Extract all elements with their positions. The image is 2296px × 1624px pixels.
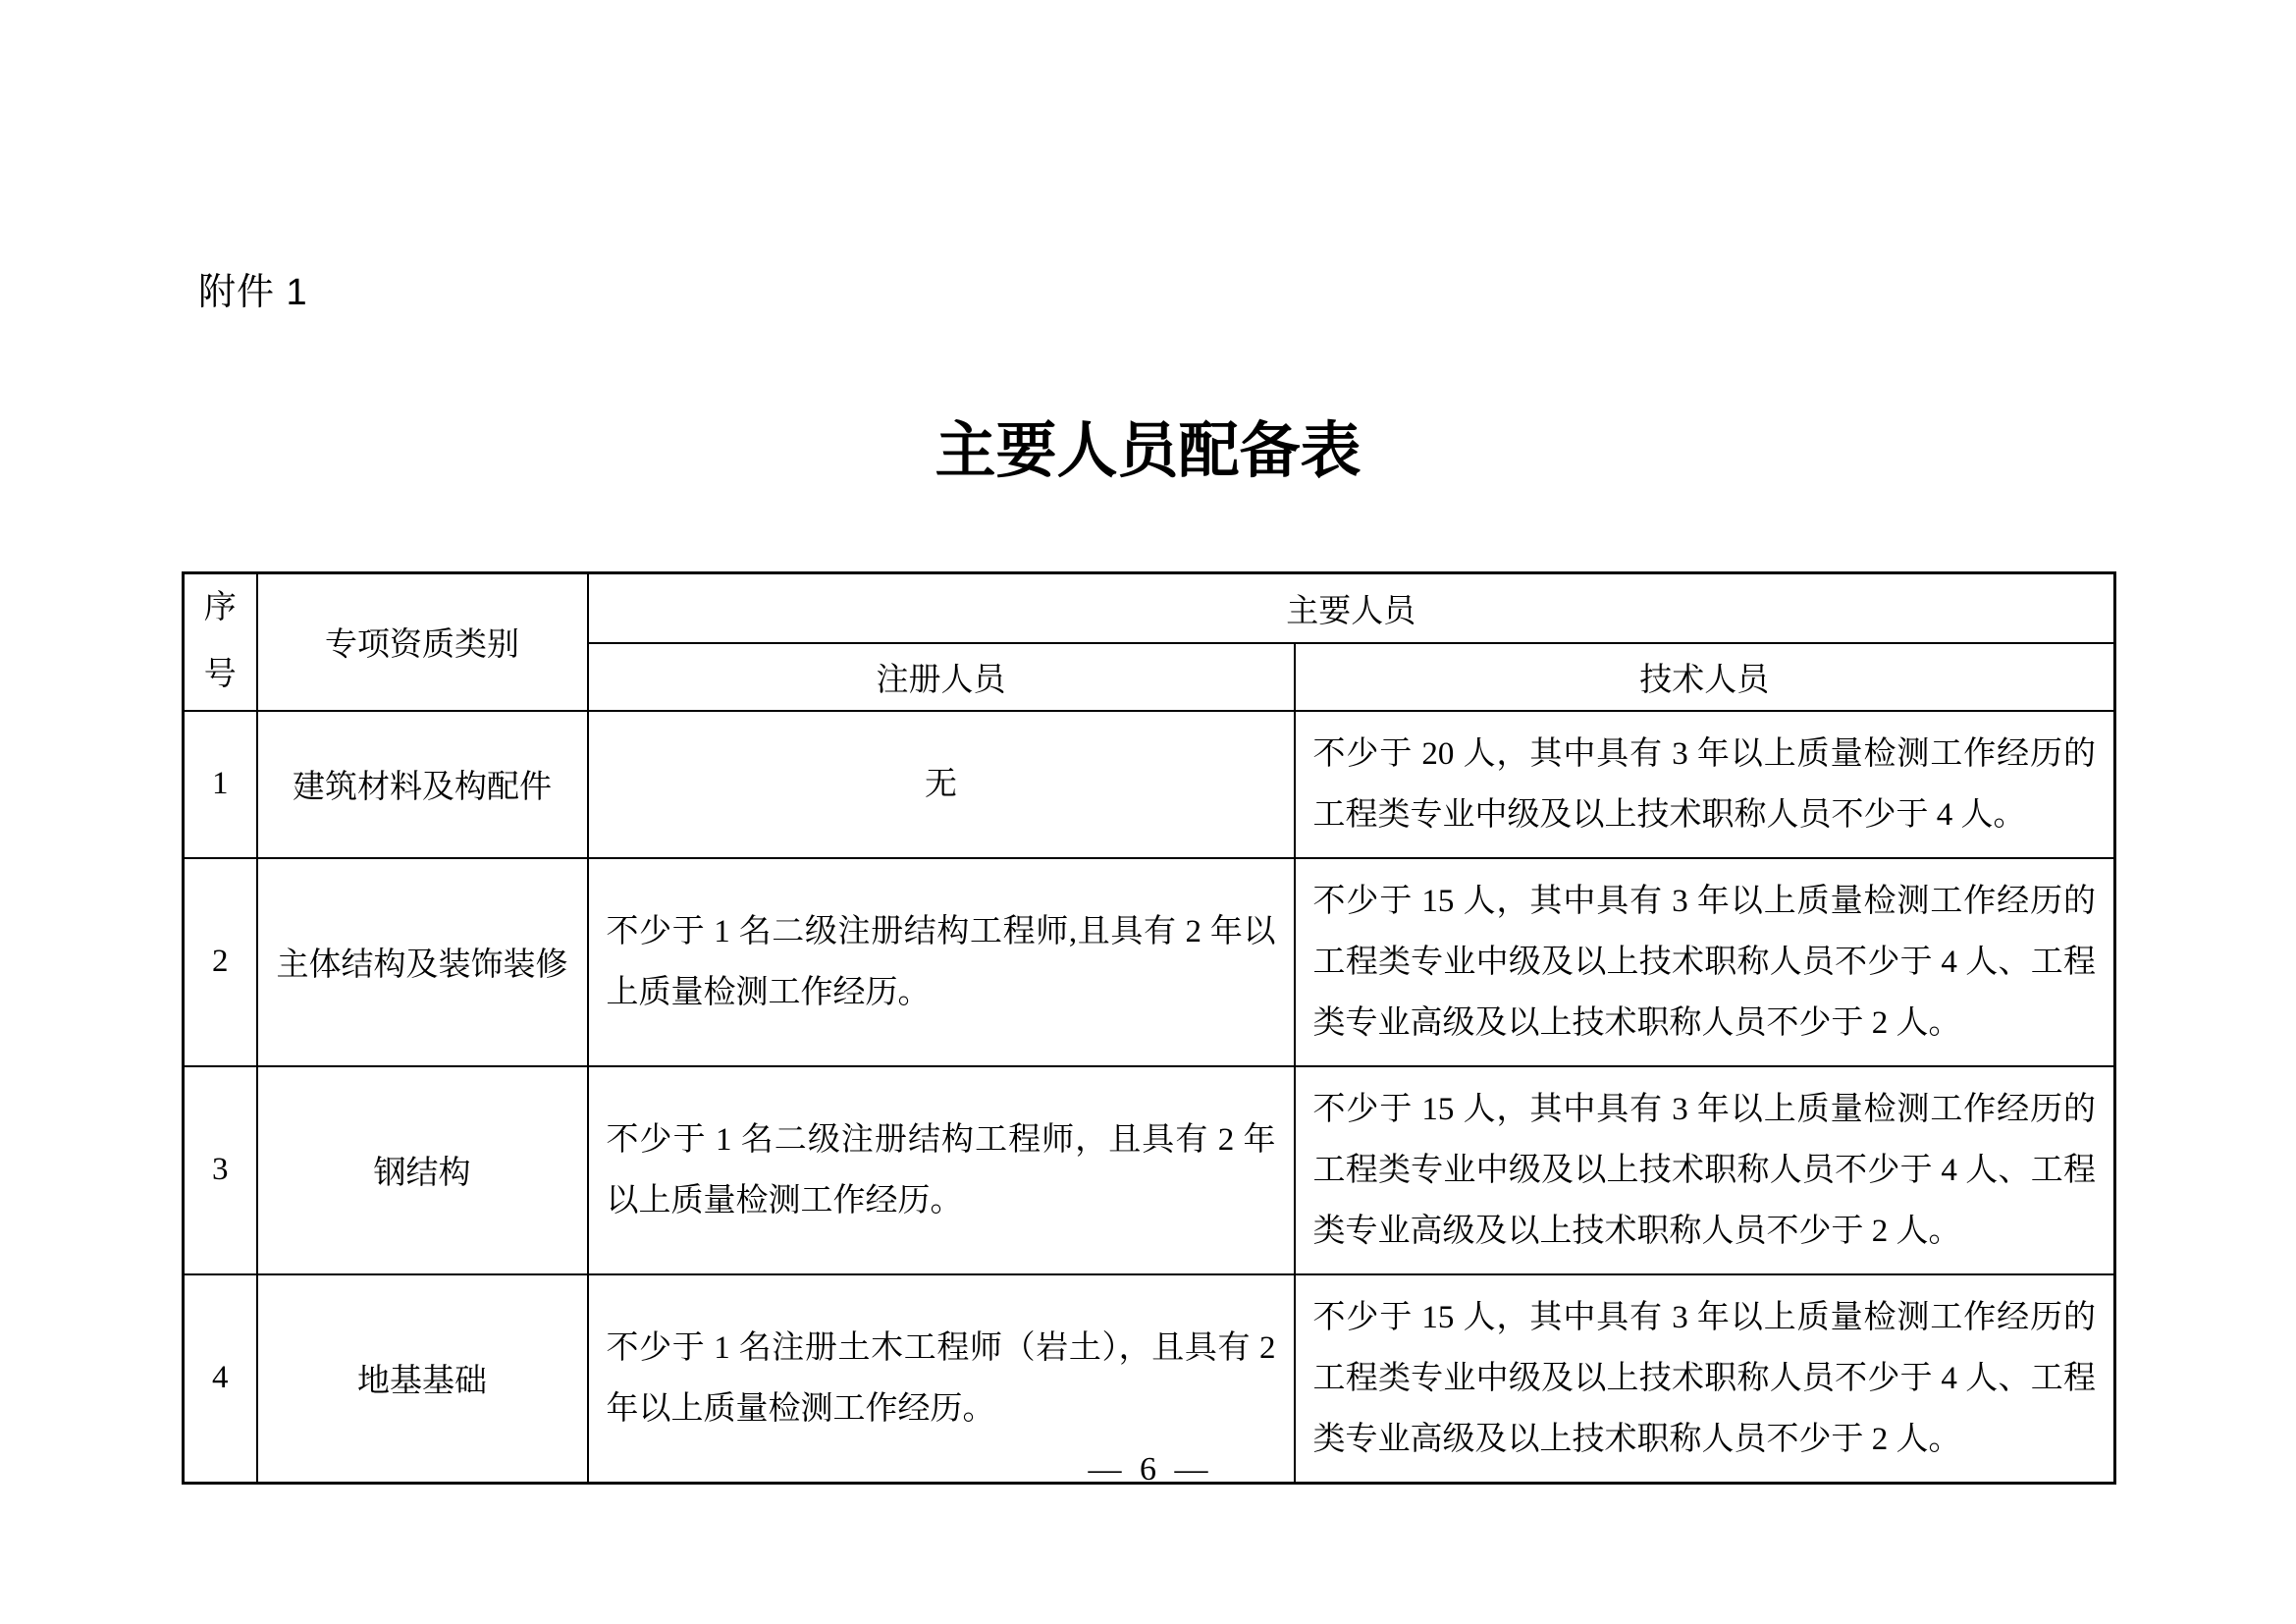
cell-index: 3 [184, 1066, 257, 1274]
header-col-category: 专项资质类别 [257, 573, 588, 711]
cell-registered: 不少于 1 名注册土木工程师（岩土），且具有 2 年以上质量检测工作经历。 [588, 1274, 1295, 1484]
attachment-label: 附件 1 [198, 272, 308, 313]
cell-index: 2 [184, 858, 257, 1066]
cell-technical: 不少于 15 人，其中具有 3 年以上质量检测工作经历的工程类专业中级及以上技术职称人员不少于 4 人、工程类专业高级及以上技术职称人员不少于 2 人。 [1295, 1066, 2115, 1274]
page-title: 主要人员配备表 [934, 417, 1362, 485]
cell-category: 地基基础 [257, 1274, 588, 1484]
table-row [184, 858, 2115, 1066]
cell-registered: 不少于 1 名二级注册结构工程师，且具有 2 年以上质量检测工作经历。 [588, 1066, 1295, 1274]
cell-technical: 不少于 15 人，其中具有 3 年以上质量检测工作经历的工程类专业中级及以上技术职称人员不少于 4 人、工程类专业高级及以上技术职称人员不少于 2 人。 [1295, 1274, 2115, 1484]
header-col-registered: 注册人员 [588, 643, 1295, 711]
cell-technical: 不少于 15 人，其中具有 3 年以上质量检测工作经历的工程类专业中级及以上技术职称人员不少于 4 人、工程类专业高级及以上技术职称人员不少于 2 人。 [1295, 858, 2115, 1066]
page-number: — 6 — [1088, 1451, 1208, 1488]
cell-index: 4 [184, 1274, 257, 1484]
cell-category: 建筑材料及构配件 [257, 711, 588, 858]
cell-category: 钢结构 [257, 1066, 588, 1274]
table-row [184, 711, 2115, 858]
cell-registered: 不少于 1 名二级注册结构工程师,且具有 2 年以上质量检测工作经历。 [588, 858, 1295, 1066]
header-col-technical: 技术人员 [1295, 643, 2115, 711]
header-col-main-personnel: 主要人员 [588, 573, 2115, 643]
header-col-index-label: 序号 [203, 590, 237, 692]
cell-category: 主体结构及装饰装修 [257, 858, 588, 1066]
personnel-table [182, 571, 2116, 1485]
header-col-index [184, 573, 257, 711]
cell-registered: 无 [588, 711, 1295, 858]
table-header-row-top [184, 573, 2115, 643]
table-row [184, 1066, 2115, 1274]
cell-technical: 不少于 20 人，其中具有 3 年以上质量检测工作经历的工程类专业中级及以上技术职称人员不少于 4 人。 [1295, 711, 2115, 858]
cell-index: 1 [184, 711, 257, 858]
